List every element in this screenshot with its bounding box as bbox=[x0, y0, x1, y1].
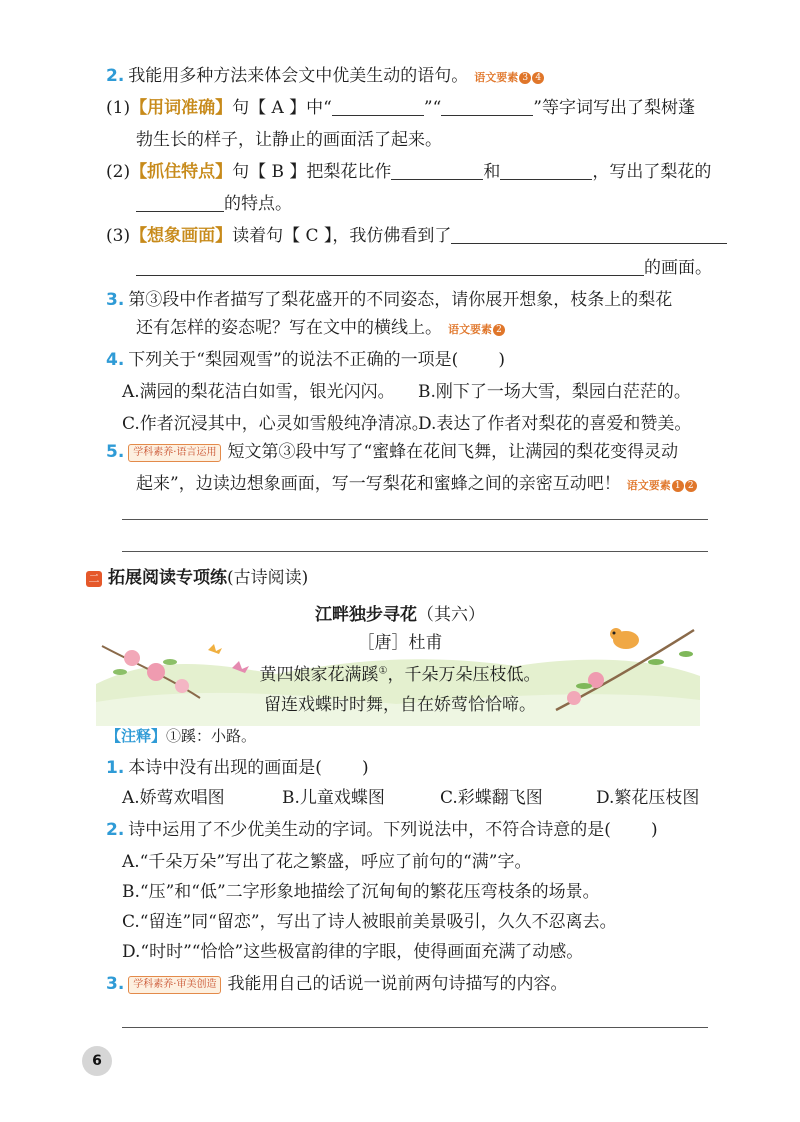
question-number: 2. bbox=[106, 820, 125, 840]
p2-option-d: D.“时时”“恰恰”这些极富韵律的字眼，使得画面充满了动感。 bbox=[122, 942, 584, 962]
item-text: 的特点。 bbox=[224, 194, 292, 214]
fill-blank[interactable] bbox=[500, 161, 592, 180]
p1-option-d: D.繁花压枝图 bbox=[596, 788, 700, 808]
question-text: 诗中运用了不少优美生动的字词。下列说法中，不符合诗意的是( bbox=[128, 820, 611, 840]
q4-option-d: D.表达了作者对梨花的喜爱和赞美。 bbox=[418, 414, 692, 434]
q2-item-2 bbox=[106, 160, 711, 184]
question-text: 起来”，边读边想象画面，写一写梨花和蜜蜂之间的亲密互动吧！ bbox=[136, 474, 621, 494]
poem-text: 黄四娘家花满蹊 bbox=[259, 665, 379, 685]
q3-line-2 bbox=[136, 316, 505, 342]
note-label: 【注释】 bbox=[106, 727, 167, 745]
p2-option-a: A.“千朵万朵”写出了花之繁盛，呼应了前句的“满”字。 bbox=[122, 852, 532, 872]
page-number: 6 bbox=[82, 1046, 112, 1076]
section-title: 拓展阅读专项练 bbox=[108, 568, 227, 588]
answer-line[interactable] bbox=[122, 1027, 708, 1028]
question-text: 第③段中作者描写了梨花盛开的不同姿态，请你展开想象，枝条上的梨花 bbox=[128, 290, 673, 310]
fill-blank[interactable] bbox=[451, 225, 727, 244]
poem-text: ，千朵万朵压枝低。 bbox=[387, 665, 541, 685]
section-number-icon: 二 bbox=[86, 571, 102, 587]
tag-num: 3 bbox=[519, 72, 531, 84]
poem-note bbox=[106, 724, 256, 748]
tag-num: 4 bbox=[532, 72, 544, 84]
question-number: 5. bbox=[106, 442, 125, 462]
q2-item-3-cont bbox=[136, 256, 712, 280]
fill-blank[interactable] bbox=[136, 193, 224, 212]
question-text: 下列关于“梨园观雪”的说法不正确的一项是( bbox=[128, 350, 459, 370]
p2-stem bbox=[106, 818, 658, 842]
skill-tag: 语文要素 bbox=[448, 323, 492, 336]
item-text: 和 bbox=[483, 162, 501, 182]
fill-blank[interactable] bbox=[136, 257, 644, 276]
item-text: ”等字词写出了梨树蓬 bbox=[533, 98, 695, 118]
poem-line-1 bbox=[0, 660, 800, 685]
paren-close: ) bbox=[650, 820, 658, 840]
question-number: 1. bbox=[106, 758, 125, 778]
question-number: 3. bbox=[106, 974, 125, 994]
answer-line[interactable] bbox=[122, 519, 708, 520]
footnote-marker: ① bbox=[378, 665, 388, 677]
q4-stem bbox=[106, 348, 505, 372]
q2-item-1 bbox=[106, 96, 695, 120]
q5-line-2 bbox=[136, 472, 697, 498]
paren-close: ) bbox=[498, 350, 505, 370]
poem-title-note: （其六） bbox=[417, 605, 485, 625]
q2-item-2-cont bbox=[136, 192, 292, 216]
p1-option-b: B.儿童戏蝶图 bbox=[282, 788, 385, 808]
p2-option-c: C.“留连”同“留恋”，写出了诗人被眼前美景吸引，久久不忍离去。 bbox=[122, 912, 617, 932]
skill-tag: 语文要素 bbox=[474, 71, 519, 84]
q3-line-1 bbox=[106, 288, 672, 312]
question-number: 3. bbox=[106, 290, 125, 310]
p3-stem bbox=[106, 972, 567, 996]
q4-option-c: C.作者沉浸其中，心灵如雪般纯净清凉。 bbox=[122, 414, 429, 434]
p1-stem bbox=[106, 756, 369, 780]
item-text: 句【 B 】把梨花比作 bbox=[232, 162, 392, 182]
question-number: 2. bbox=[106, 66, 125, 86]
poem-title: 江畔独步寻花 bbox=[315, 605, 417, 625]
poem-author: ［唐］杜甫 bbox=[357, 633, 443, 653]
tag-num: 2 bbox=[685, 480, 697, 492]
item-text: 的画面。 bbox=[644, 258, 712, 278]
item-text: 句【 A 】中“ bbox=[232, 98, 332, 118]
q5-line-1 bbox=[106, 440, 678, 464]
p1-option-a: A.娇莺欢唱图 bbox=[122, 788, 225, 808]
question-text: 还有怎样的姿态呢？写在文中的横线上。 bbox=[136, 318, 442, 338]
q2-item-3 bbox=[106, 224, 727, 248]
skill-badge: 学科素养·审美创造 bbox=[128, 976, 221, 994]
question-text: 我能用多种方法来体会文中优美生动的语句。 bbox=[128, 66, 469, 86]
section-heading bbox=[86, 566, 308, 590]
item-label: 【抓住特点】 bbox=[130, 162, 233, 182]
item-index: (3) bbox=[106, 226, 131, 246]
question-text: 我能用自己的话说一说前两句诗描写的内容。 bbox=[227, 974, 568, 994]
skill-badge: 学科素养·语言运用 bbox=[128, 444, 221, 462]
item-text: ，写出了梨花的 bbox=[592, 162, 712, 182]
q2-heading bbox=[106, 64, 544, 90]
q2-item-1-cont: 勃生长的样子，让静止的画面活了起来。 bbox=[136, 130, 442, 150]
poem-line-2: 留连戏蝶时时舞，自在娇莺恰恰啼。 bbox=[264, 695, 536, 715]
poem-title-line bbox=[0, 600, 800, 625]
tag-num: 1 bbox=[672, 480, 684, 492]
item-text: ”“ bbox=[423, 98, 442, 118]
paren-close: ) bbox=[361, 758, 369, 778]
item-index: (1) bbox=[106, 98, 131, 118]
question-number: 4. bbox=[106, 350, 125, 370]
item-text: 读着句【 C 】，我仿佛看到了 bbox=[232, 226, 452, 246]
question-text: 本诗中没有出现的画面是( bbox=[128, 758, 322, 778]
section-subtitle: (古诗阅读) bbox=[227, 568, 309, 588]
skill-tag: 语文要素 bbox=[626, 479, 671, 492]
p2-option-b: B.“压”和“低”二字形象地描绘了沉甸甸的繁花压弯枝条的场景。 bbox=[122, 882, 600, 902]
q4-option-b: B.刚下了一场大雪，梨园白茫茫的。 bbox=[418, 382, 691, 402]
p1-option-c: C.彩蝶翻飞图 bbox=[440, 788, 543, 808]
tag-num: 2 bbox=[493, 324, 505, 336]
fill-blank[interactable] bbox=[332, 97, 424, 116]
q4-option-a: A.满园的梨花洁白如雪，银光闪闪。 bbox=[122, 382, 395, 402]
question-text: 短文第③段中写了“蜜蜂在花间飞舞，让满园的梨花变得灵动 bbox=[227, 442, 679, 462]
note-text: ①蹊：小路。 bbox=[166, 727, 257, 745]
item-label: 【用词准确】 bbox=[130, 98, 233, 118]
answer-line[interactable] bbox=[122, 551, 708, 552]
item-label: 【想象画面】 bbox=[130, 226, 233, 246]
item-index: (2) bbox=[106, 162, 131, 182]
fill-blank[interactable] bbox=[441, 97, 533, 116]
fill-blank[interactable] bbox=[391, 161, 483, 180]
